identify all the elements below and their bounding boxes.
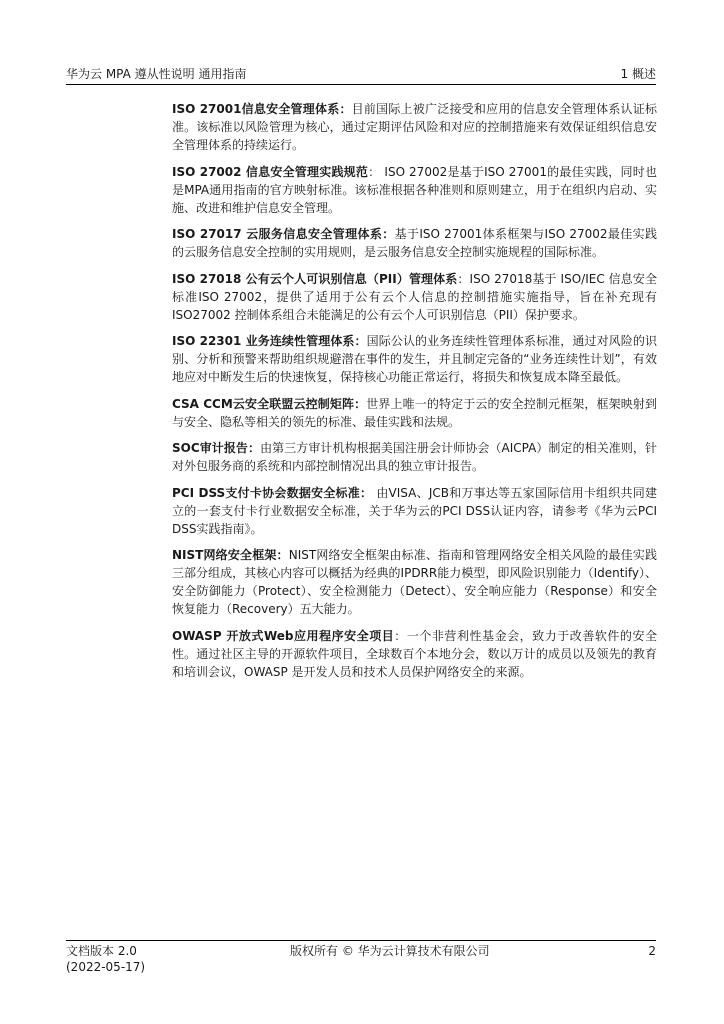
standard-term: SOC审计报告： xyxy=(172,441,261,455)
standard-description: ：一个非营利性基金会，致力于改善软件的安全性。通过社区主导的开源软件项目，全球数百个本地分会，数以万计的成员以及领先的教育和培训会议，OWASP 是开发人员和技术人员保护网络安全的来源。 xyxy=(172,628,657,679)
document-version: 文档版本 2.0 xyxy=(66,944,137,958)
standard-entry-iso27002 xyxy=(172,163,657,217)
standard-term: ISO 27001信息安全管理体系： xyxy=(172,102,352,116)
standard-term: PCI DSS支付卡协会数据安全标准： xyxy=(172,485,373,500)
standard-description: 由VISA、JCB和万事达等五家国际信用卡组织共同建立的一套支付卡行业数据安全标准，关于华为云的PCI DSS认证内容，请参考《华为云PCI DSS实践指南》。 xyxy=(172,485,657,536)
standard-entry-iso27001 xyxy=(172,100,657,154)
standard-description: ： ISO 27002是基于ISO 27001的最佳实践，同时也是MPA通用指南的官方映射标准。该标准根据各种准则和原则建立，用于在组织内启动、实施、改进和维护信息安全管理。 xyxy=(172,164,657,215)
standard-entry-csa-ccm xyxy=(172,395,657,431)
standard-entry-iso22301 xyxy=(172,332,657,386)
main-content xyxy=(172,100,657,689)
page-footer xyxy=(66,940,656,974)
standard-term: ISO 27017 云服务信息安全管理体系： xyxy=(172,227,395,241)
standard-description: 由第三方审计机构根据美国注册会计师协会（AICPA）制定的相关准则，针对外包服务商的系统和内部控制情况出具的独立审计报告。 xyxy=(172,441,657,473)
standard-term: NIST网络安全框架： xyxy=(172,548,289,562)
page-header xyxy=(66,66,656,85)
standard-term: ISO 22301 业务连续性管理体系： xyxy=(172,334,367,348)
document-date: (2022-05-17) xyxy=(66,960,146,974)
standard-term: ISO 27002 信息安全管理实践规范 xyxy=(172,164,369,179)
standard-entry-iso27017 xyxy=(172,225,657,261)
standard-description: 世界上唯一的特定于云的安全控制元框架，框架映射到与安全、隐私等相关的领先的标准、最佳实践和法规。 xyxy=(172,396,657,429)
chapter-title: 1 概述 xyxy=(620,67,656,81)
standard-entry-iso27018 xyxy=(172,270,657,324)
page-number: 2 xyxy=(648,944,656,958)
document-title: 华为云 MPA 遵从性说明 通用指南 xyxy=(66,67,247,81)
standard-entry-owasp xyxy=(172,627,657,681)
copyright-notice: 版权所有 © 华为云计算技术有限公司 xyxy=(290,944,490,958)
standard-entry-soc xyxy=(172,439,657,475)
standard-description: NIST网络安全框架由标准、指南和管理网络安全相关风险的最佳实践三部分组成，其核心内容可以概括为经典的IPDRR能力模型，即风险识别能力（Identify）、安全防御能力（Protect）、安全检测能力（Detect）、安全响应能力（Response）和安全恢复能力（Recovery）五大能力。 xyxy=(172,548,657,616)
standard-term: CSA CCM云安全联盟云控制矩阵： xyxy=(172,396,367,411)
standard-entry-nist xyxy=(172,546,657,618)
standard-description: 目前国际上被广泛接受和应用的信息安全管理体系认证标准。该标准以风险管理为核心，通过定期评估风险和对应的控制措施来有效保证组织信息安全管理体系的持续运行。 xyxy=(172,102,657,152)
standard-term: OWASP 开放式Web应用程序安全项目 xyxy=(172,628,395,643)
standard-description: 国际公认的业务连续性管理体系标准，通过对风险的识别、分析和预警来帮助组织规避潜在事件的发生，并且制定完备的“业务连续性计划”，有效地应对中断发生后的快速恢复，保持核心功能正常运行，将损失和恢复成本降至最低。 xyxy=(172,334,657,384)
standard-description: ：ISO 27018基于 ISO/IEC 信息安全标准ISO 27002，提供了适用于公有云个人信息的控制措施实施指导，旨在补充现有ISO27002 控制体系组合未能满足的公有云个人可识别信息（PII）保护要求。 xyxy=(172,271,657,322)
standard-description: 基于ISO 27001体系框架与ISO 27002最佳实践的云服务信息安全控制的实用规则，是云服务信息安全控制实施规程的国际标准。 xyxy=(172,227,657,259)
standard-term: ISO 27018 公有云个人可识别信息（PII）管理体系 xyxy=(172,271,458,286)
standard-entry-pci-dss xyxy=(172,484,657,538)
